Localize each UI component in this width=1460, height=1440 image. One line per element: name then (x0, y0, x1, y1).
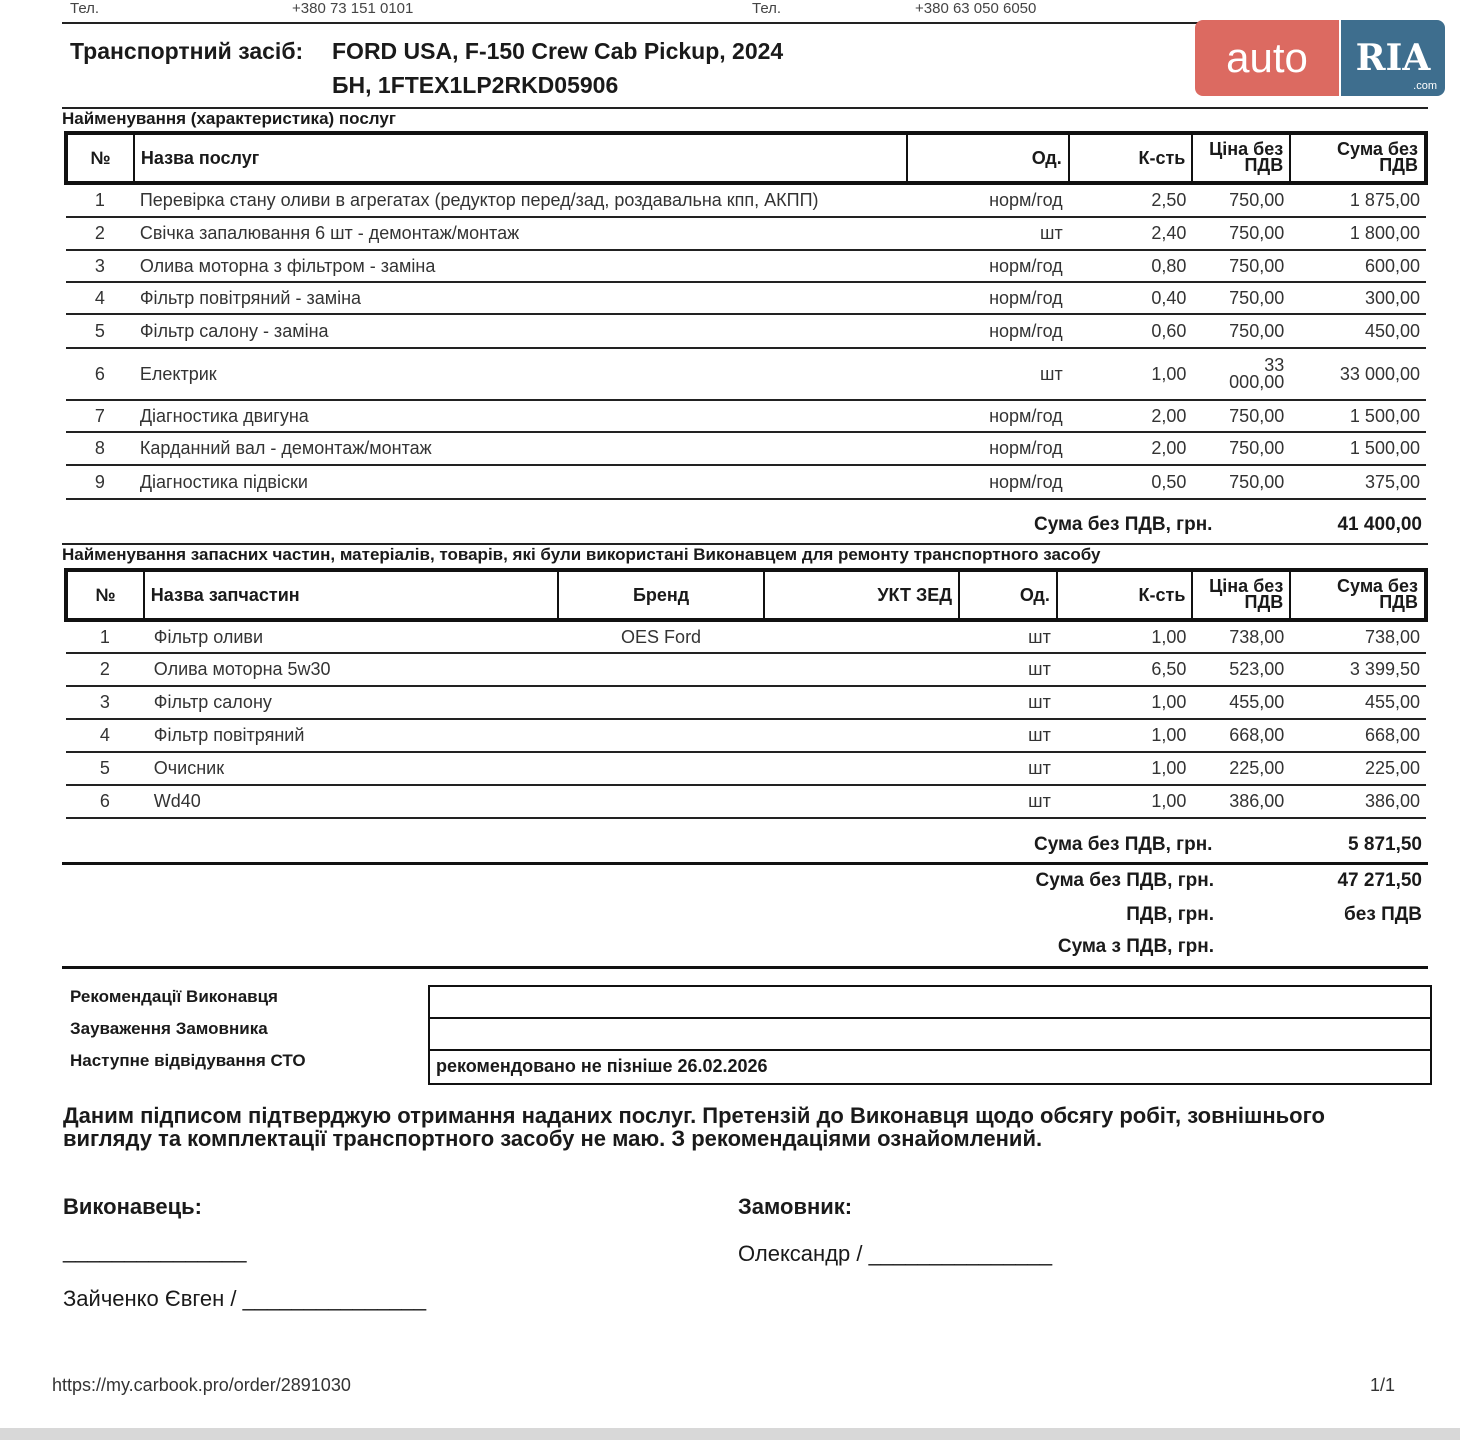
services-header-row (66, 133, 1426, 183)
service-name: Діагностика двигуна (134, 400, 907, 432)
page-number: 1/1 (1370, 1375, 1396, 1395)
services-table (64, 131, 1428, 500)
unit: шт (959, 719, 1057, 752)
unit: шт (959, 653, 1057, 686)
sum: 1 800,00 (1290, 217, 1426, 250)
recommendations-label: Рекомендації Виконавця (70, 987, 278, 1006)
row-num: 5 (66, 752, 144, 785)
unit: норм/год (907, 432, 1069, 465)
grand-total-value: 47 271,50 (1337, 870, 1422, 891)
phones-header (0, 0, 1460, 22)
col-num: № (66, 133, 134, 183)
price: 750,00 (1192, 250, 1290, 282)
parts-total-label: Сума без ПДВ, грн. (1034, 834, 1213, 855)
price: 386,00 (1192, 785, 1290, 818)
totals-divider (62, 862, 1428, 865)
col-price: Ціна без ПДВ (1192, 133, 1290, 183)
code (764, 620, 959, 653)
qty: 2,00 (1069, 400, 1193, 432)
qty: 1,00 (1057, 686, 1193, 719)
brand (558, 653, 763, 686)
sum: 1 500,00 (1290, 432, 1426, 465)
col-brand: Бренд (558, 570, 763, 620)
remarks-value (430, 1019, 1430, 1051)
col-unit: Од. (907, 133, 1069, 183)
unit: норм/год (907, 250, 1069, 282)
qty: 0,40 (1069, 282, 1193, 314)
parts-section-title: Найменування запасних частин, матеріалів, товарів, які були використані Виконавцем для ремонту транспортного засобу (62, 543, 1428, 565)
code (764, 686, 959, 719)
customer-label: Замовник: (738, 1194, 853, 1219)
col-part-name: Назва запчастин (144, 570, 559, 620)
logo-ria-text: RIA .com (1341, 20, 1445, 96)
unit: шт (959, 752, 1057, 785)
unit: норм/год (907, 183, 1069, 217)
service-row (66, 217, 1426, 250)
service-row (66, 314, 1426, 348)
next-visit-label: Наступне відвідування СТО (70, 1051, 306, 1070)
service-name: Олива моторна з фільтром - заміна (134, 250, 907, 282)
unit: норм/год (907, 282, 1069, 314)
phone-label-2: Тел. (752, 0, 782, 17)
sum: 33 000,00 (1290, 348, 1426, 400)
parts-total-value: 5 871,50 (1348, 834, 1422, 855)
sum: 225,00 (1290, 752, 1426, 785)
sum: 738,00 (1290, 620, 1426, 653)
service-row (66, 250, 1426, 282)
qty: 1,00 (1069, 348, 1193, 400)
grand-total-label: Сума без ПДВ, грн. (1035, 870, 1214, 891)
executor-label: Виконавець: (63, 1194, 202, 1219)
price: 523,00 (1192, 653, 1290, 686)
price: 750,00 (1192, 400, 1290, 432)
row-num: 6 (66, 348, 134, 400)
footer-url[interactable]: https://my.carbook.pro/order/2891030 (52, 1375, 351, 1395)
part-name: Олива моторна 5w30 (144, 653, 559, 686)
row-num: 4 (66, 282, 134, 314)
code (764, 752, 959, 785)
price: 750,00 (1192, 314, 1290, 348)
sum: 450,00 (1290, 314, 1426, 348)
sum: 455,00 (1290, 686, 1426, 719)
col-sum: Сума без ПДВ (1290, 133, 1426, 183)
services-total-label: Сума без ПДВ, грн. (1034, 514, 1213, 535)
service-row (66, 183, 1426, 217)
service-name: Фільтр салону - заміна (134, 314, 907, 348)
price: 750,00 (1192, 465, 1290, 499)
confirmation-text: Даним підписом підтверджую отримання наданих послуг. Претензій до Виконавця щодо обсягу робіт, зовнішнього вигляду та комплектації транспортного засобу не маю. З рекомендаціями ознайомлений. (63, 1103, 1325, 1151)
sum: 300,00 (1290, 282, 1426, 314)
brand (558, 785, 763, 818)
row-num: 7 (66, 400, 134, 432)
part-row (66, 752, 1426, 785)
header-divider (62, 22, 1198, 24)
brand (558, 686, 763, 719)
parts-header-row (66, 570, 1426, 620)
price: 750,00 (1192, 183, 1290, 217)
unit: шт (907, 348, 1069, 400)
row-num: 6 (66, 785, 144, 818)
remarks-label: Зауваження Замовника (70, 1019, 268, 1038)
unit: шт (907, 217, 1069, 250)
row-num: 3 (66, 250, 134, 282)
service-name: Діагностика підвіски (134, 465, 907, 499)
phone-label-1: Тел. (70, 0, 100, 17)
services-total-value: 41 400,00 (1337, 514, 1422, 535)
part-row (66, 686, 1426, 719)
row-num: 1 (66, 183, 134, 217)
service-name: Перевірка стану оливи в агрегатах (редуктор перед/зад, роздавальна кпп, АКПП) (134, 183, 907, 217)
phone-value-1: +380 73 151 0101 (292, 0, 414, 17)
recommendations-divider (62, 966, 1428, 969)
recommendations-value (430, 987, 1430, 1019)
sum: 600,00 (1290, 250, 1426, 282)
price: 33 000,00 (1192, 348, 1290, 400)
unit: норм/год (907, 400, 1069, 432)
row-num: 3 (66, 686, 144, 719)
part-row (66, 719, 1426, 752)
col-num: № (66, 570, 144, 620)
parts-table (64, 568, 1428, 819)
col-qty: К-сть (1069, 133, 1193, 183)
autoria-logo (1195, 20, 1445, 96)
service-row (66, 432, 1426, 465)
part-row (66, 785, 1426, 818)
price: 455,00 (1192, 686, 1290, 719)
part-name: Фільтр повітряний (144, 719, 559, 752)
brand (558, 752, 763, 785)
logo-auto-text: auto (1195, 20, 1339, 96)
qty: 0,60 (1069, 314, 1193, 348)
col-unit: Од. (959, 570, 1057, 620)
qty: 2,50 (1069, 183, 1193, 217)
sum: 386,00 (1290, 785, 1426, 818)
qty: 1,00 (1057, 785, 1193, 818)
vat-value: без ПДВ (1344, 904, 1422, 925)
col-qty: К-сть (1057, 570, 1193, 620)
logo-com-text: .com (1413, 80, 1437, 92)
service-row (66, 282, 1426, 314)
qty: 2,40 (1069, 217, 1193, 250)
col-code: УКТ ЗЕД (764, 570, 959, 620)
price: 225,00 (1192, 752, 1290, 785)
service-name: Свічка запалювання 6 шт - демонтаж/монтаж (134, 217, 907, 250)
executor-name: Зайченко Євген / _______________ (63, 1286, 427, 1311)
service-row (66, 465, 1426, 499)
unit: шт (959, 686, 1057, 719)
next-visit-value: рекомендовано не пізніше 26.02.2026 (436, 1056, 768, 1076)
part-name: Фільтр салону (144, 686, 559, 719)
part-name: Wd40 (144, 785, 559, 818)
part-name: Очисник (144, 752, 559, 785)
total-with-vat-label: Сума з ПДВ, грн. (1057, 936, 1214, 957)
unit: норм/год (907, 314, 1069, 348)
services-section-title: Найменування (характеристика) послуг (62, 107, 1428, 129)
col-sum: Сума без ПДВ (1290, 570, 1426, 620)
sum: 1 500,00 (1290, 400, 1426, 432)
recommendations-box (428, 985, 1432, 1085)
qty: 0,80 (1069, 250, 1193, 282)
vehicle-info (70, 34, 783, 102)
part-row (66, 620, 1426, 653)
code (764, 719, 959, 752)
service-name: Фільтр повітряний - заміна (134, 282, 907, 314)
sum: 375,00 (1290, 465, 1426, 499)
price: 750,00 (1192, 217, 1290, 250)
qty: 6,50 (1057, 653, 1193, 686)
price: 668,00 (1192, 719, 1290, 752)
bottom-bar (0, 1428, 1460, 1440)
service-row (66, 348, 1426, 400)
sum: 1 875,00 (1290, 183, 1426, 217)
code (764, 785, 959, 818)
price: 750,00 (1192, 432, 1290, 465)
vehicle-vin: БН, 1FTEX1LP2RKD05906 (332, 72, 619, 98)
col-price: Ціна без ПДВ (1192, 570, 1290, 620)
row-num: 2 (66, 217, 134, 250)
unit: норм/год (907, 465, 1069, 499)
unit: шт (959, 620, 1057, 653)
row-num: 9 (66, 465, 134, 499)
qty: 1,00 (1057, 719, 1193, 752)
vat-label: ПДВ, грн. (1126, 904, 1214, 925)
row-num: 8 (66, 432, 134, 465)
vehicle-model: FORD USA, F-150 Crew Cab Pickup, 2024 (332, 38, 784, 64)
brand: OES Ford (558, 620, 763, 653)
customer-name: Олександр / _______________ (738, 1241, 1053, 1266)
executor-signature-line: _______________ (63, 1238, 247, 1263)
qty: 0,50 (1069, 465, 1193, 499)
row-num: 1 (66, 620, 144, 653)
part-row (66, 653, 1426, 686)
row-num: 4 (66, 719, 144, 752)
vehicle-label: Транспортний засіб: (70, 38, 304, 64)
service-name: Карданний вал - демонтаж/монтаж (134, 432, 907, 465)
qty: 1,00 (1057, 620, 1193, 653)
row-num: 5 (66, 314, 134, 348)
unit: шт (959, 785, 1057, 818)
sum: 3 399,50 (1290, 653, 1426, 686)
price: 750,00 (1192, 282, 1290, 314)
col-service-name: Назва послуг (134, 133, 907, 183)
code (764, 653, 959, 686)
row-num: 2 (66, 653, 144, 686)
phone-value-2: +380 63 050 6050 (915, 0, 1037, 17)
service-name: Електрик (134, 348, 907, 400)
price: 738,00 (1192, 620, 1290, 653)
part-name: Фільтр оливи (144, 620, 559, 653)
qty: 1,00 (1057, 752, 1193, 785)
qty: 2,00 (1069, 432, 1193, 465)
sum: 668,00 (1290, 719, 1426, 752)
service-row (66, 400, 1426, 432)
brand (558, 719, 763, 752)
